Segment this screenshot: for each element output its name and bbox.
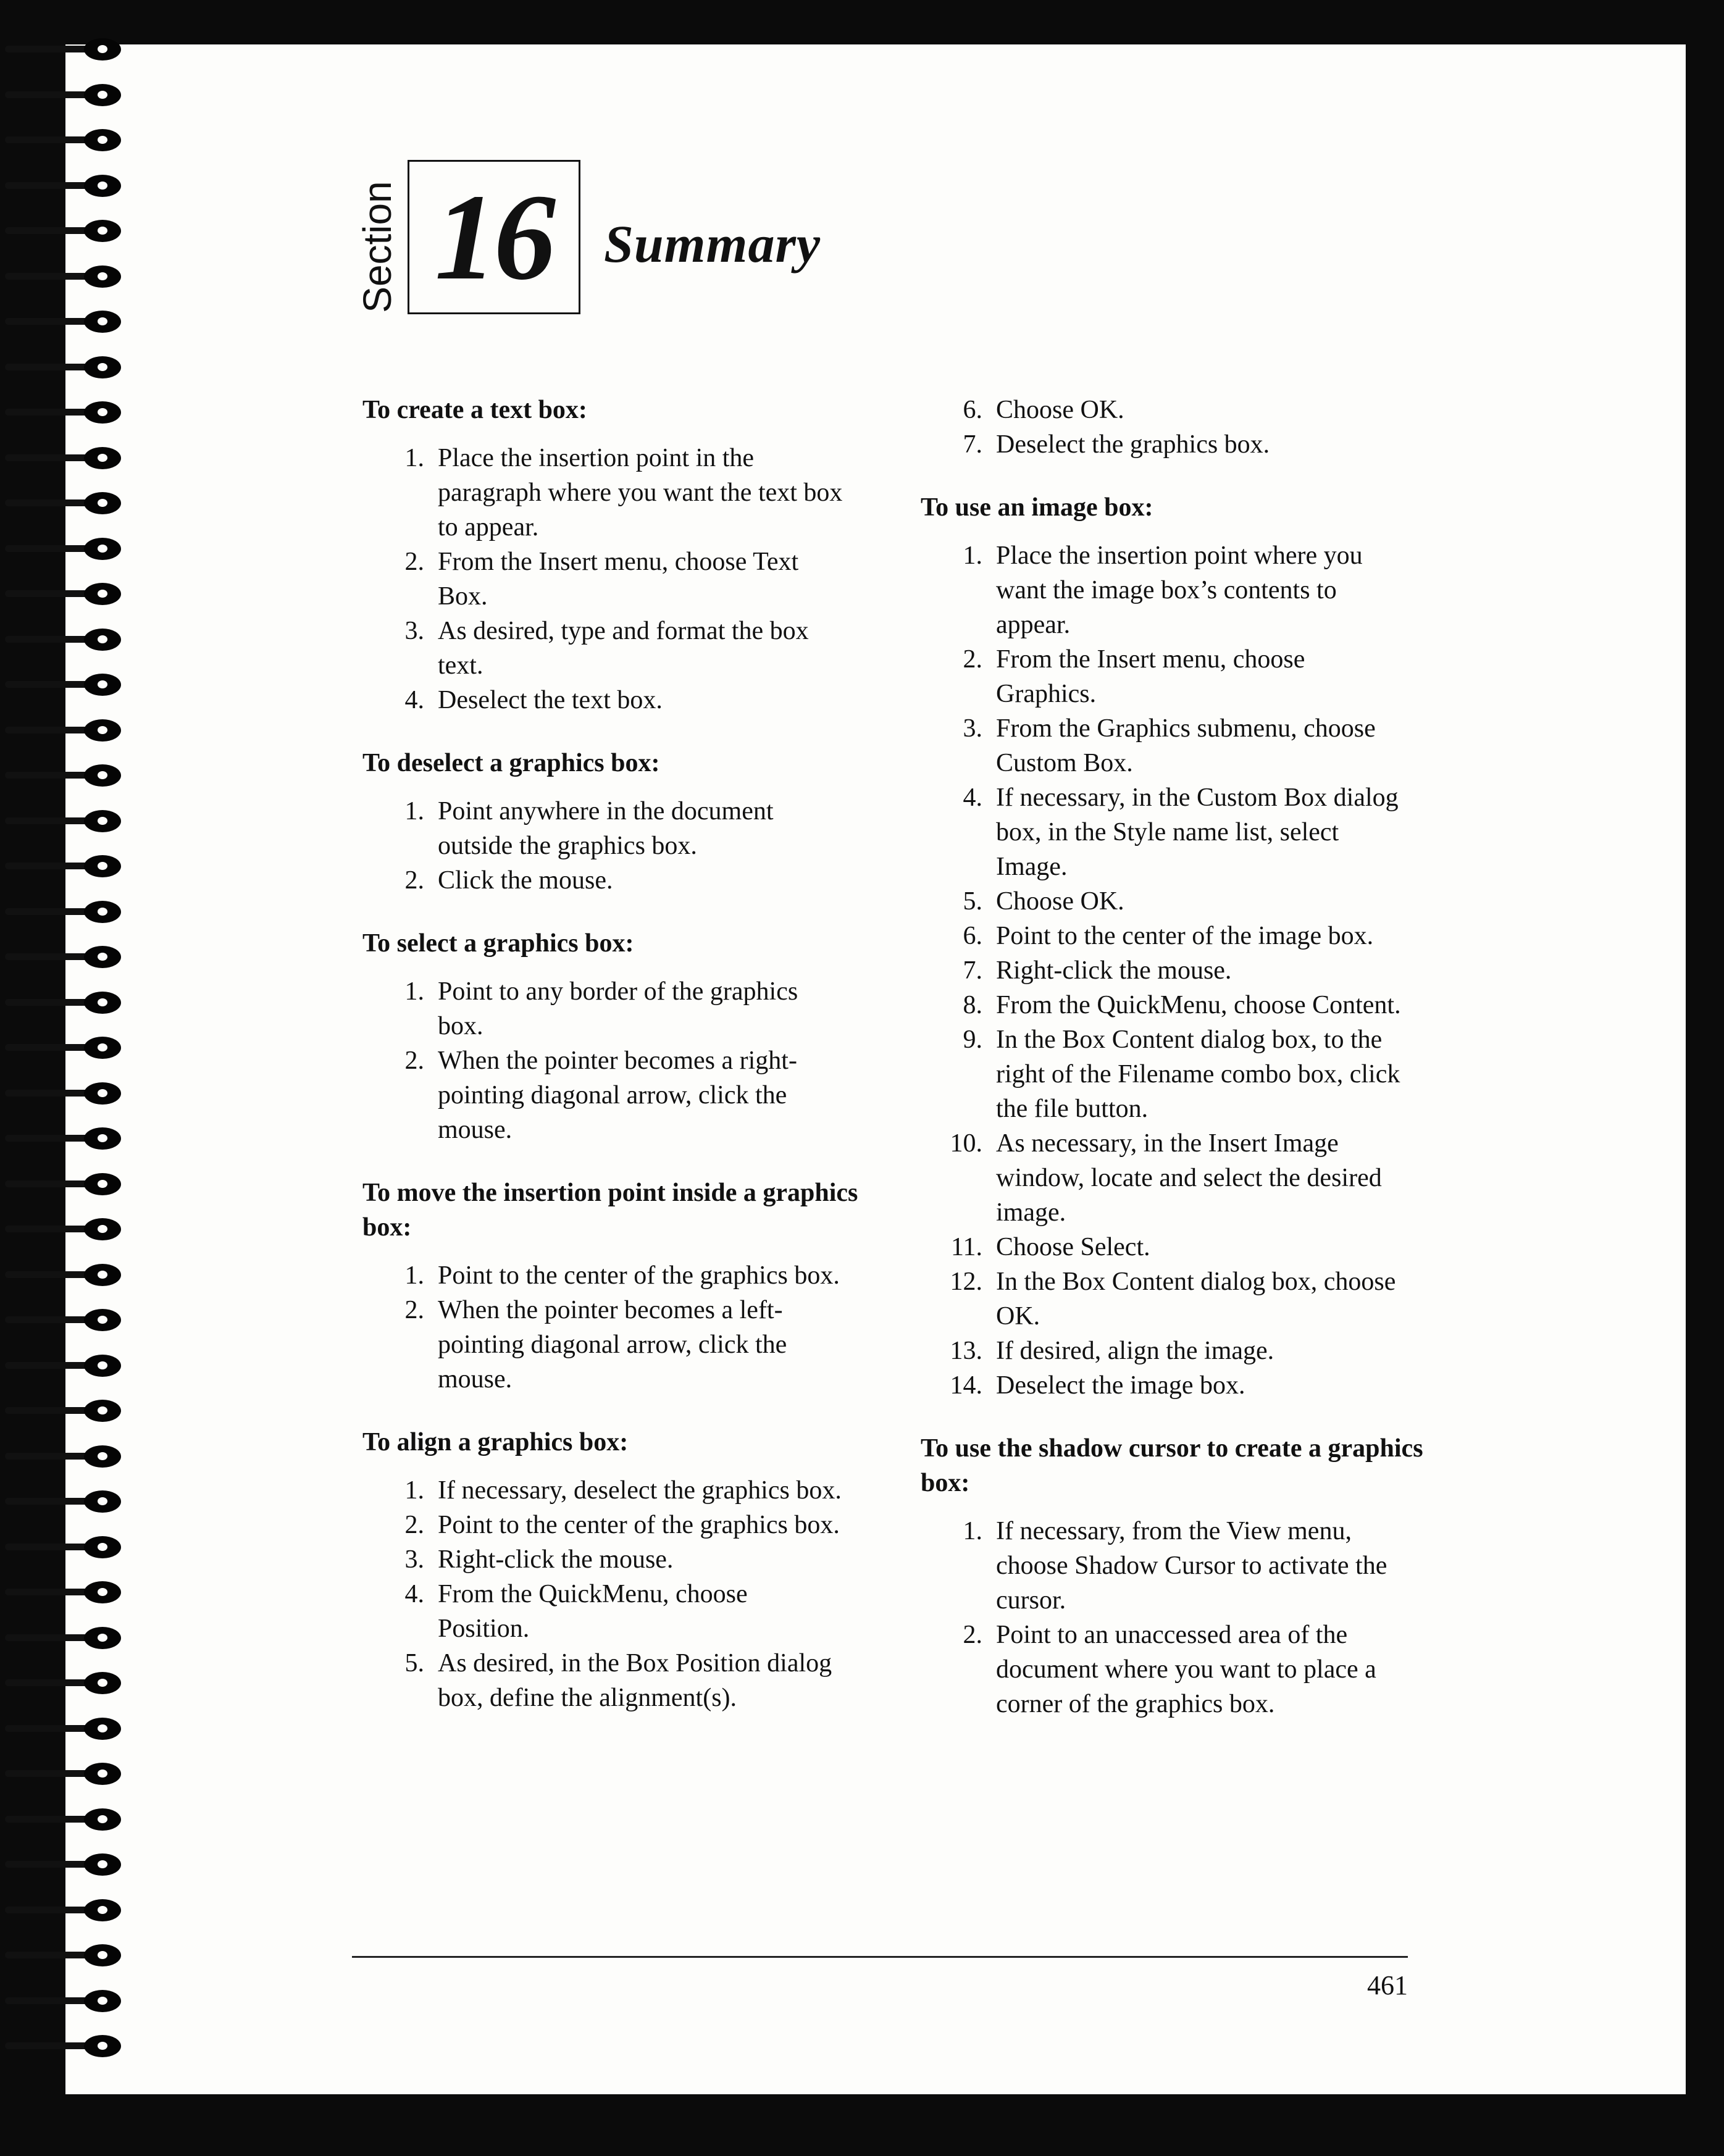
binding-ring [5,1353,122,1377]
binding-ring [5,128,122,151]
step-number: 2. [404,866,424,895]
step-item [362,1646,869,1715]
step-text: Deselect the image box. [996,1371,1245,1400]
footer-rule [352,1956,1408,1958]
binding-ring [5,83,122,106]
binding-ring [5,1852,122,1876]
binding-ring [5,763,122,787]
step-text: If desired, align the image. [996,1337,1274,1365]
procedure-heading: To use an image box: [921,493,1153,522]
step-number: 6. [963,396,982,424]
step-text: From the Graphics submenu, choose Custom Box. [996,714,1376,777]
procedure-block [362,1176,869,1397]
step-text: Point to the center of the graphics box. [438,1511,840,1539]
section-label: Section [355,181,400,313]
binding-ring [5,2034,122,2057]
step-item [921,711,1427,780]
step-number: 3. [963,714,982,743]
step-item [362,1258,869,1293]
step-number: 1. [404,1261,424,1290]
step-item [921,1334,1427,1368]
step-number: 3. [404,617,424,645]
procedure-block [921,393,1427,462]
left-column [362,393,869,1744]
step-item [362,1542,869,1577]
step-list [921,1514,1427,1721]
step-text: When the pointer becomes a right-pointing diagonal arrow, click the mouse. [438,1047,797,1144]
step-text: Point anywhere in the document outside the graphics box. [438,797,774,860]
step-item [362,1473,869,1508]
binding-ring [5,1989,122,2012]
procedure-block [362,926,869,1147]
step-number: 4. [404,1580,424,1608]
procedure-block [362,1425,869,1715]
step-number: 2. [963,1621,982,1649]
step-item [921,884,1427,919]
step-number: 2. [404,548,424,576]
binding-ring [5,1035,122,1059]
binding-ring [5,1263,122,1286]
step-text: From the QuickMenu, choose Position. [438,1580,748,1643]
binding-ring [5,1535,122,1558]
step-item [362,794,869,863]
binding-ring [5,1081,122,1105]
step-list [921,393,1427,462]
binding-ring [5,1126,122,1150]
step-item [362,1293,869,1397]
binding-ring [5,355,122,378]
procedure-heading: To align a graphics box: [362,1428,629,1456]
step-number: 11. [951,1233,982,1261]
step-list [362,794,869,898]
right-column [921,393,1427,1750]
binding-ring [5,309,122,333]
step-text: Point to an unaccessed area of the document where you want to place a corner of the graphics box. [996,1621,1376,1718]
procedure-block [921,1431,1427,1721]
binding-ring [5,1444,122,1468]
step-number: 10. [950,1129,982,1158]
binding-ring [5,1580,122,1603]
binding-ring [5,990,122,1014]
binding-ring [5,1898,122,1921]
step-number: 6. [963,922,982,950]
step-number: 1. [963,541,982,570]
binding-ring [5,1217,122,1240]
step-text: As desired, type and format the box text. [438,617,809,680]
step-text: If necessary, in the Custom Box dialog box, in the Style name list, select Image. [996,783,1399,881]
step-number: 2. [404,1511,424,1539]
step-text: As desired, in the Box Position dialog box, define the alignment(s). [438,1649,832,1712]
binding-ring [5,809,122,832]
step-item [362,1508,869,1542]
procedure-heading: To create a text box: [362,396,587,424]
step-item [921,1264,1427,1334]
step-text: Choose OK. [996,887,1124,916]
binding-ring [5,264,122,288]
step-item [921,1022,1427,1126]
step-text: Place the insertion point in the paragraph where you want the text box to appear. [438,444,843,541]
step-item [921,538,1427,642]
procedure-block [362,746,869,898]
step-item [362,441,869,545]
binding-ring [5,718,122,742]
step-item [921,1126,1427,1230]
step-number: 2. [404,1047,424,1075]
step-text: From the Insert menu, choose Graphics. [996,645,1305,708]
step-number: 12. [950,1268,982,1296]
step-text: From the Insert menu, choose Text Box. [438,548,799,611]
binding-ring [5,491,122,514]
binding-ring [5,945,122,968]
binding-ring [5,1626,122,1649]
step-number: 1. [404,444,424,472]
procedure-block [362,393,869,717]
page-number: 461 [1367,1970,1408,2000]
step-item [362,1043,869,1147]
binding-ring [5,627,122,651]
step-item [362,683,869,717]
step-text: If necessary, from the View menu, choose Shadow Cursor to activate the cursor. [996,1517,1387,1615]
step-item [921,919,1427,953]
step-text: Deselect the graphics box. [996,430,1270,459]
step-text: Place the insertion point where you want the image box’s contents to appear. [996,541,1363,639]
step-item [362,614,869,683]
binding-ring [5,537,122,560]
binding-ring [5,582,122,605]
procedure-block [921,490,1427,1403]
step-item [362,545,869,614]
spiral-binding [0,37,133,2093]
section-number: 16 [408,160,580,314]
step-number: 8. [963,991,982,1019]
step-item [921,1618,1427,1721]
binding-ring [5,1671,122,1694]
step-text: As necessary, in the Insert Image window, locate and select the desired image. [996,1129,1382,1227]
step-number: 2. [963,645,982,674]
step-item [921,393,1427,427]
step-number: 7. [963,430,982,459]
step-item [362,974,869,1043]
step-number: 1. [963,1517,982,1545]
step-text: Click the mouse. [438,866,613,895]
binding-ring [5,173,122,197]
step-text: When the pointer becomes a left-pointing diagonal arrow, click the mouse. [438,1296,787,1393]
step-text: Point to the center of the graphics box. [438,1261,840,1290]
step-text: Right-click the mouse. [438,1545,674,1574]
step-number: 1. [404,977,424,1006]
step-text: If necessary, deselect the graphics box. [438,1476,842,1505]
binding-ring [5,900,122,923]
procedure-heading: To deselect a graphics box: [362,749,660,777]
step-text: In the Box Content dialog box, choose OK. [996,1268,1396,1331]
procedure-heading: To use the shadow cursor to create a graphics box: [921,1434,1423,1497]
page-title: Summary [604,214,821,274]
binding-ring [5,854,122,877]
binding-ring [5,446,122,469]
step-number: 9. [963,1026,982,1054]
step-text: In the Box Content dialog box, to the right of the Filename combo box, click the file button. [996,1026,1400,1123]
step-item [921,988,1427,1022]
step-item [362,1577,869,1646]
step-number: 7. [963,956,982,985]
step-text: Choose Select. [996,1233,1150,1261]
step-item [921,1368,1427,1403]
procedure-heading: To move the insertion point inside a graphics box: [362,1179,858,1242]
binding-ring [5,1398,122,1422]
binding-ring [5,219,122,242]
step-text: From the QuickMenu, choose Content. [996,991,1401,1019]
step-item [921,780,1427,884]
step-item [921,642,1427,711]
step-number: 5. [404,1649,424,1678]
step-item [921,1230,1427,1264]
step-item [921,953,1427,988]
binding-ring [5,37,122,61]
binding-ring [5,1761,122,1785]
step-text: Point to the center of the image box. [996,922,1374,950]
step-number: 1. [404,1476,424,1505]
step-number: 14. [950,1371,982,1400]
step-number: 1. [404,797,424,825]
binding-ring [5,1172,122,1195]
page-sheet [65,44,1686,2094]
step-text: Deselect the text box. [438,686,663,714]
step-item [921,427,1427,462]
binding-ring [5,1489,122,1513]
step-number: 3. [404,1545,424,1574]
binding-ring [5,400,122,424]
section-header [355,157,914,324]
step-list [362,441,869,717]
step-list [362,1473,869,1715]
procedure-heading: To select a graphics box: [362,929,634,958]
binding-ring [5,1807,122,1831]
binding-ring [5,1943,122,1966]
step-number: 13. [950,1337,982,1365]
step-number: 4. [404,686,424,714]
step-text: Choose OK. [996,396,1124,424]
step-text: Point to any border of the graphics box. [438,977,798,1040]
binding-ring [5,672,122,696]
step-number: 4. [963,783,982,812]
step-list [921,538,1427,1403]
step-item [921,1514,1427,1618]
binding-ring [5,1308,122,1331]
step-text: Right-click the mouse. [996,956,1232,985]
step-list [362,1258,869,1397]
step-item [362,863,869,898]
step-list [362,974,869,1147]
step-number: 2. [404,1296,424,1324]
binding-ring [5,1716,122,1740]
step-number: 5. [963,887,982,916]
